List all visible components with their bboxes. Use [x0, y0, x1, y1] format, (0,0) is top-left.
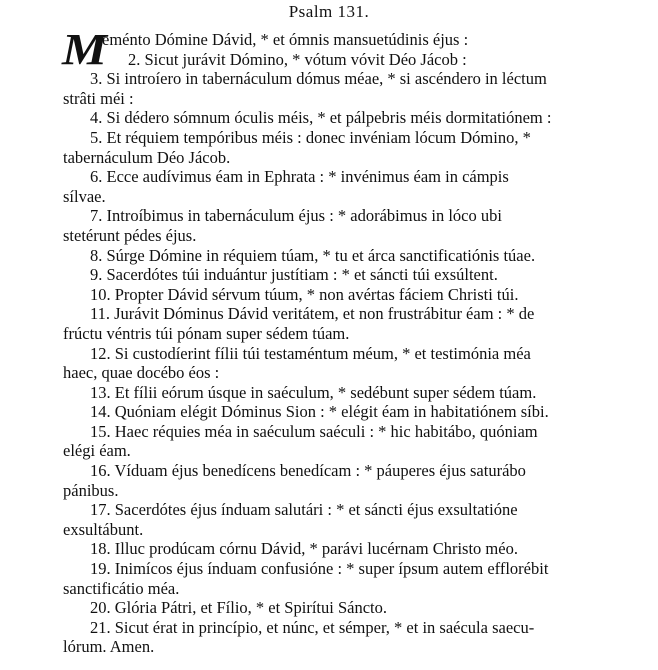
verse-line: 10. Propter Dávid sérvum túum, * non avértas fáciem Christi túi. [90, 284, 519, 304]
verse-line: 8. Súrge Dómine in réquiem túam, * tu et árca sanctificatiónis túae. [90, 245, 536, 265]
verse-line: 14. Quóniam elégit Dóminus Sion : * elégit éam in habitatiónem síbi. [90, 402, 549, 422]
verse-12 [63, 343, 650, 383]
verse-16 [63, 461, 650, 500]
verse-continuation-line: sanctificátio méa. [63, 578, 180, 598]
verse-continuation-line: exsultábunt. [63, 519, 144, 539]
verse-20 [90, 598, 650, 618]
verse-1 [90, 30, 650, 50]
psalm-title: Psalm 131. [288, 2, 370, 21]
verse-line: 12. Si custodíerint fílii túi testaméntum méum, * et testimónia méa [90, 343, 531, 363]
verse-line: 11. Jurávit Dóminus Dávid veritátem, et non frustrábitur éam : * de [90, 304, 535, 324]
verse-6 [63, 167, 650, 206]
verse-line: 17. Sacerdótes éjus índuam salutári : * et sáncti éjus exsultatióne [90, 500, 518, 520]
verse-7 [63, 206, 650, 245]
verse-14 [90, 402, 650, 422]
verse-continuation-line: haec, quae docébo éos : [63, 363, 220, 383]
verse-line: 2. Sicut jurávit Dómino, * vótum vóvit Déo Jácob : [128, 49, 467, 69]
verse-line: 19. Inimícos éjus índuam confusióne : * super ípsum autem efflorébit [90, 559, 549, 579]
verse-18 [90, 539, 650, 559]
verse-8 [90, 246, 650, 266]
verse-5 [63, 127, 650, 167]
verse-17 [63, 500, 650, 539]
verse-continuation-line: stetérunt pédes éjus. [63, 225, 197, 245]
verse-4 [90, 108, 650, 128]
verse-continuation-line: elégi éam. [63, 441, 131, 461]
verse-continuation-line: tabernáculum Déo Jácob. [63, 147, 231, 167]
verse-line: 5. Et réquiem tempóribus méis : donec invéniam lócum Dómino, * [90, 127, 531, 147]
verse-line: 7. Introíbimus in tabernáculum éjus : * adorábimus in lóco ubi [90, 206, 502, 226]
verse-line: 9. Sacerdótes túi induántur justítiam : * et sáncti túi exsúltent. [90, 265, 498, 285]
verse-line: 16. Víduam éjus benedícens benedícam : * páuperes éjus saturábo [90, 461, 526, 481]
verse-3 [63, 69, 650, 108]
verse-15 [63, 421, 650, 461]
verse-continuation-line: pánibus. [63, 480, 119, 500]
verse-continuation-line: frúctu véntris túi pónam super sédem túam. [63, 323, 350, 343]
verse-9 [90, 265, 650, 285]
verse-continuation-line: lórum. Amen. [63, 637, 155, 657]
verse-line: 18. Illuc prodúcam córnu Dávid, * parávi lucérnam Christo méo. [90, 539, 518, 559]
verse-11 [63, 304, 650, 343]
verse-line: 3. Si introíero in tabernáculum dómus méae, * si ascéndero in léctum [90, 69, 547, 89]
verse-line: eménto Dómine Dávid, * et ómnis mansuetúdinis éjus : [102, 30, 469, 49]
verse-13 [90, 383, 650, 403]
verse-line: 6. Ecce audívimus éam in Ephrata : * invénimus éam in cámpis [90, 167, 509, 187]
verse-continuation-line: sílvae. [63, 186, 106, 206]
verse-line: 4. Si dédero sómnum óculis méis, * et pálpebris méis dormitatiónem : [90, 108, 552, 128]
verse-line: 15. Haec réquies méa in saéculum saéculi : * hic habitábo, quóniam [90, 421, 538, 441]
verse-list [63, 30, 650, 657]
verse-21 [63, 617, 650, 657]
verse-19 [63, 559, 650, 598]
verse-2 [90, 50, 650, 70]
verse-line: 20. Glória Pátri, et Fílio, * et Spirítui Sáncto. [90, 598, 387, 618]
verse-line: 21. Sicut érat in princípio, et núnc, et sémper, * et in saécula saecu- [90, 617, 535, 637]
verse-10 [90, 285, 650, 305]
verse-line: 13. Et fílii eórum úsque in saéculum, * sedébunt super sédem túam. [90, 382, 537, 402]
verse-continuation-line: strâti méi : [63, 88, 134, 108]
decorated-initial-letter: M [62, 25, 107, 74]
